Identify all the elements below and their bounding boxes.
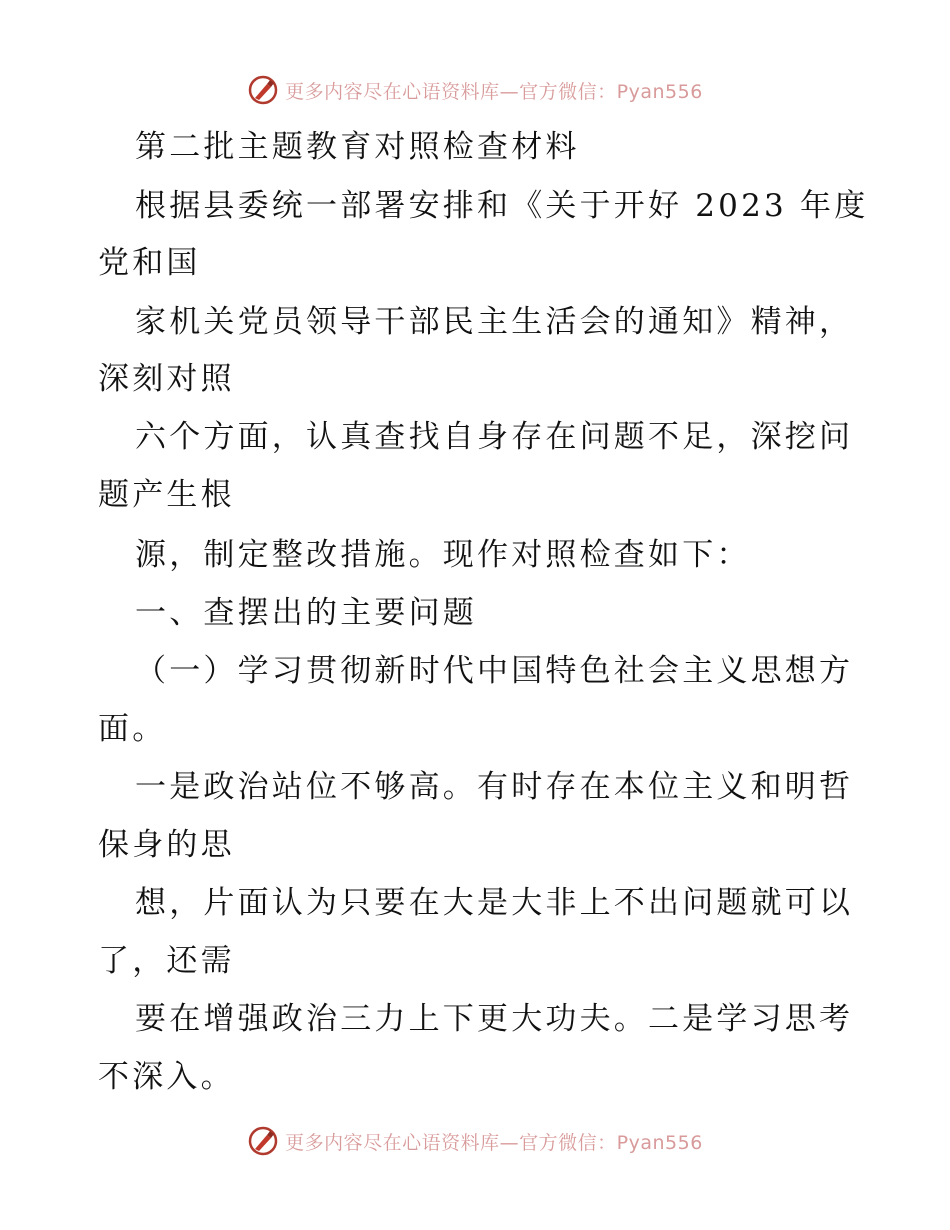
watermark-text: 更多内容尽在心语资料库—官方微信：Pyan556	[285, 80, 703, 103]
paragraph-line: 一是政治站位不够高。有时存在本位主义和明哲	[135, 769, 854, 805]
section-heading: 一、查摆出的主要问题	[135, 595, 477, 631]
watermark-text: 更多内容尽在心语资料库—官方微信：Pyan556	[285, 1131, 703, 1154]
paragraph-line: 六个方面，认真查找自身存在问题不足，深挖问	[135, 419, 854, 455]
paragraph-line: 不深入。	[98, 1059, 235, 1095]
paragraph-line: 保身的思	[98, 827, 235, 863]
paragraph-line: 要在增强政治三力上下更大功夫。二是学习思考	[135, 1001, 854, 1037]
paragraph-line: 源，制定整改措施。现作对照检查如下：	[135, 537, 751, 573]
paragraph-line: 想，片面认为只要在大是大非上不出问题就可以	[135, 885, 854, 921]
document-title: 第二批主题教育对照检查材料	[135, 129, 580, 165]
subsection-heading: （一）学习贯彻新时代中国特色社会主义思想方	[135, 653, 854, 689]
paragraph-line: 题产生根	[98, 477, 235, 513]
paragraph-line: 深刻对照	[98, 361, 235, 397]
subsection-heading-cont: 面。	[98, 711, 167, 747]
watermark-banner-bottom	[0, 1121, 950, 1161]
watermark-banner-top	[0, 70, 950, 110]
paragraph-line: 家机关党员领导干部民主生活会的通知》精神，	[135, 304, 854, 340]
paragraph-line: 了，还需	[98, 943, 235, 979]
paragraph-line: 党和国	[98, 245, 201, 281]
pen-logo-icon	[247, 74, 279, 106]
paragraph-line: 根据县委统一部署安排和《关于开好 2023 年度	[135, 188, 869, 224]
pen-logo-icon	[247, 1125, 279, 1157]
